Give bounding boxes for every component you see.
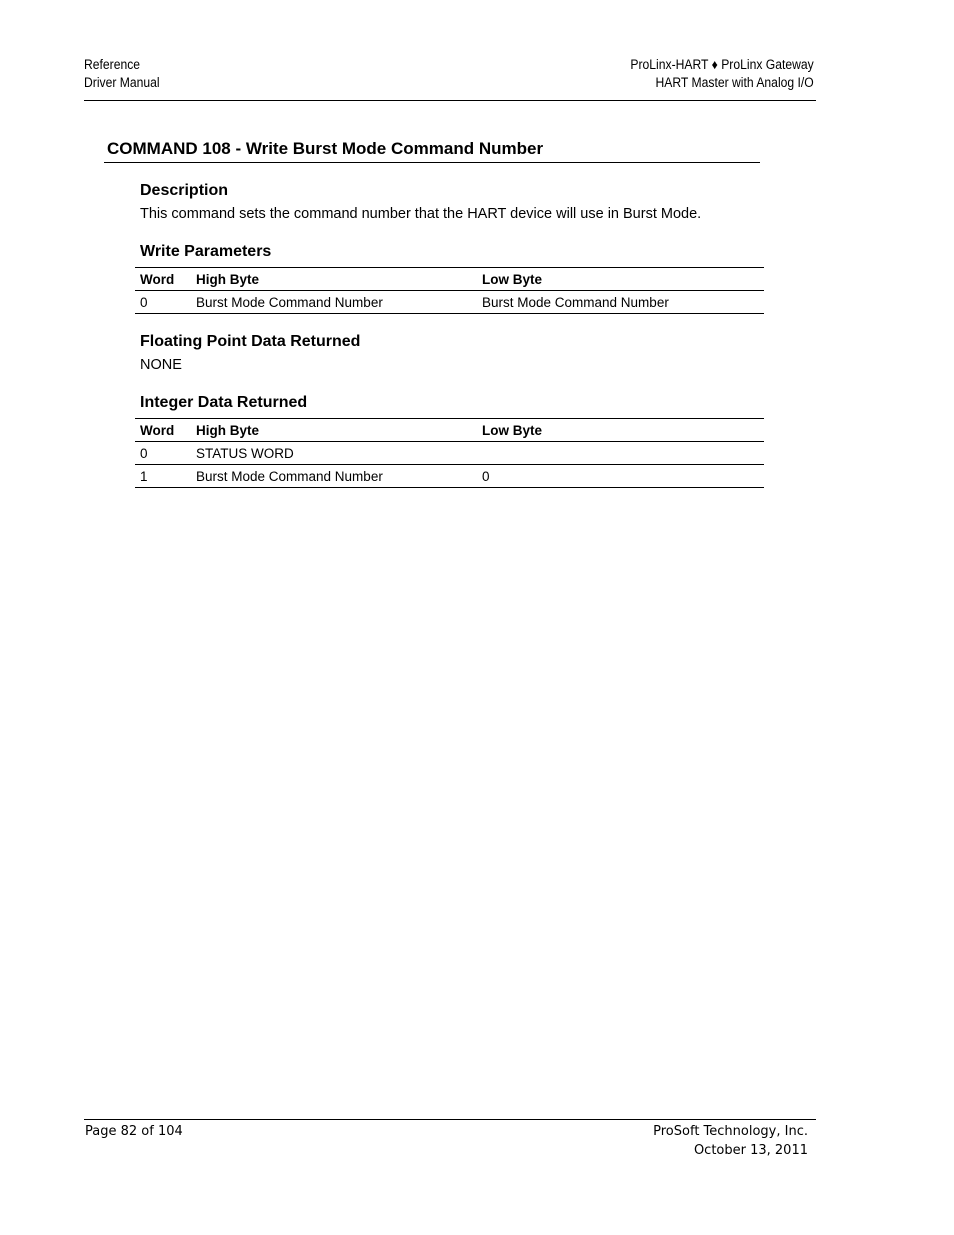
footer-rule <box>84 1119 816 1120</box>
footer-right <box>653 1122 808 1160</box>
cell-word: 0 <box>135 442 191 465</box>
integer-data-table <box>135 418 764 488</box>
cell-low-byte <box>477 442 764 465</box>
cell-high-byte: Burst Mode Command Number <box>191 291 477 314</box>
cell-high-byte: STATUS WORD <box>191 442 477 465</box>
header-left <box>84 56 160 92</box>
table-row <box>135 291 764 314</box>
footer-company: ProSoft Technology, Inc. <box>653 1124 808 1139</box>
header-manual: Driver Manual <box>84 75 160 90</box>
write-parameters-heading: Write Parameters <box>140 243 272 260</box>
table-header-row <box>135 419 764 442</box>
header-product: ProLinx-HART ♦ ProLinx Gateway <box>630 57 814 72</box>
column-header-word: Word <box>135 419 191 442</box>
floating-point-heading: Floating Point Data Returned <box>140 333 361 350</box>
floating-point-text: NONE <box>140 357 182 373</box>
footer-date: October 13, 2011 <box>693 1143 808 1158</box>
cell-word: 0 <box>135 291 191 314</box>
page-number: Page 82 of 104 <box>85 1124 183 1139</box>
header-right <box>631 56 814 92</box>
write-parameters-table <box>135 267 764 314</box>
cell-high-byte: Burst Mode Command Number <box>191 465 477 488</box>
header-rule <box>84 100 816 101</box>
cell-low-byte: 0 <box>477 465 764 488</box>
integer-data-heading: Integer Data Returned <box>140 394 308 411</box>
table-header-row <box>135 268 764 291</box>
page-title: COMMAND 108 - Write Burst Mode Command Number <box>107 139 544 158</box>
cell-low-byte: Burst Mode Command Number <box>477 291 764 314</box>
title-rule <box>104 162 760 163</box>
column-header-high-byte: High Byte <box>191 268 477 291</box>
header-section: Reference <box>84 57 141 72</box>
table-row <box>135 442 764 465</box>
column-header-low-byte: Low Byte <box>477 268 764 291</box>
description-heading: Description <box>140 182 229 199</box>
column-header-word: Word <box>135 268 191 291</box>
column-header-low-byte: Low Byte <box>477 419 764 442</box>
column-header-high-byte: High Byte <box>191 419 477 442</box>
description-text: This command sets the command number that the HART device will use in Burst Mode. <box>140 206 702 222</box>
cell-word: 1 <box>135 465 191 488</box>
table-row <box>135 465 764 488</box>
header-subtitle: HART Master with Analog I/O <box>655 75 814 90</box>
